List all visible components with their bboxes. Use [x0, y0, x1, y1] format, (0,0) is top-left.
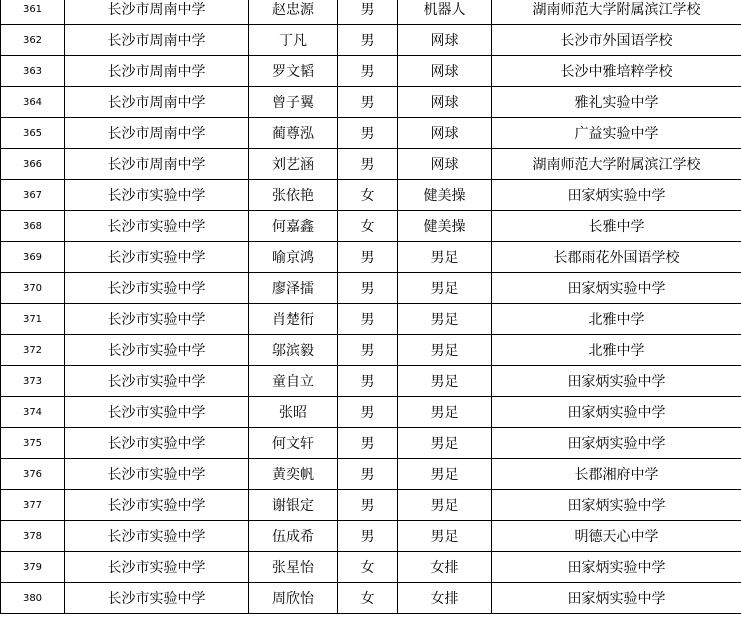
- target-school: 长雅中学: [492, 211, 741, 242]
- student-gender: 男: [338, 25, 398, 56]
- student-name: 邬滨毅: [249, 335, 338, 366]
- origin-school: 长沙市周南中学: [65, 0, 249, 25]
- row-number: 371: [1, 304, 65, 335]
- origin-school: 长沙市实验中学: [65, 459, 249, 490]
- target-school: 长沙中雅培粹学校: [492, 56, 741, 87]
- student-name: 丁凡: [249, 25, 338, 56]
- origin-school: 长沙市实验中学: [65, 242, 249, 273]
- target-school: 湖南师范大学附属滨江学校: [492, 0, 741, 25]
- row-number: 364: [1, 87, 65, 118]
- student-name: 黄奕帆: [249, 459, 338, 490]
- student-gender: 男: [338, 87, 398, 118]
- sport-specialty: 男足: [398, 335, 492, 366]
- student-gender: 女: [338, 583, 398, 614]
- table-row: [1, 397, 741, 428]
- table-row: [1, 428, 741, 459]
- row-number: 374: [1, 397, 65, 428]
- origin-school: 长沙市实验中学: [65, 273, 249, 304]
- target-school: 田家炳实验中学: [492, 428, 741, 459]
- target-school: 湖南师范大学附属滨江学校: [492, 149, 741, 180]
- sport-specialty: 男足: [398, 273, 492, 304]
- target-school: 田家炳实验中学: [492, 490, 741, 521]
- sport-specialty: 网球: [398, 56, 492, 87]
- sport-specialty: 男足: [398, 459, 492, 490]
- sport-specialty: 男足: [398, 242, 492, 273]
- target-school: 雅礼实验中学: [492, 87, 741, 118]
- target-school: 北雅中学: [492, 304, 741, 335]
- sport-specialty: 男足: [398, 366, 492, 397]
- origin-school: 长沙市实验中学: [65, 335, 249, 366]
- sport-specialty: 男足: [398, 428, 492, 459]
- row-number: 377: [1, 490, 65, 521]
- table-row: [1, 521, 741, 552]
- target-school: 长郡湘府中学: [492, 459, 741, 490]
- origin-school: 长沙市周南中学: [65, 25, 249, 56]
- student-gender: 女: [338, 552, 398, 583]
- student-name: 何嘉鑫: [249, 211, 338, 242]
- row-number: 370: [1, 273, 65, 304]
- sport-specialty: 男足: [398, 397, 492, 428]
- row-number: 372: [1, 335, 65, 366]
- origin-school: 长沙市实验中学: [65, 180, 249, 211]
- student-name: 周欣怡: [249, 583, 338, 614]
- student-gender: 男: [338, 242, 398, 273]
- student-gender: 男: [338, 459, 398, 490]
- row-number: 367: [1, 180, 65, 211]
- student-gender: 女: [338, 211, 398, 242]
- row-number: 366: [1, 149, 65, 180]
- table-row: [1, 180, 741, 211]
- table-row: [1, 25, 741, 56]
- table-row: [1, 304, 741, 335]
- student-name: 蔺尊泓: [249, 118, 338, 149]
- table-row: [1, 242, 741, 273]
- origin-school: 长沙市实验中学: [65, 304, 249, 335]
- origin-school: 长沙市实验中学: [65, 366, 249, 397]
- origin-school: 长沙市实验中学: [65, 521, 249, 552]
- student-name: 曾子翼: [249, 87, 338, 118]
- table-row: [1, 335, 741, 366]
- row-number: 375: [1, 428, 65, 459]
- target-school: 明德天心中学: [492, 521, 741, 552]
- target-school: 长沙市外国语学校: [492, 25, 741, 56]
- row-number: 368: [1, 211, 65, 242]
- target-school: 田家炳实验中学: [492, 583, 741, 614]
- sport-specialty: 机器人: [398, 0, 492, 25]
- table-row: [1, 273, 741, 304]
- student-name: 谢银定: [249, 490, 338, 521]
- target-school: 田家炳实验中学: [492, 273, 741, 304]
- row-number: 378: [1, 521, 65, 552]
- student-gender: 男: [338, 118, 398, 149]
- row-number: 361: [1, 0, 65, 25]
- target-school: 田家炳实验中学: [492, 180, 741, 211]
- table-row: [1, 459, 741, 490]
- sport-specialty: 男足: [398, 490, 492, 521]
- student-name: 罗文韬: [249, 56, 338, 87]
- student-gender: 男: [338, 56, 398, 87]
- student-name: 张昭: [249, 397, 338, 428]
- sport-specialty: 女排: [398, 583, 492, 614]
- table-row: [1, 583, 741, 614]
- target-school: 田家炳实验中学: [492, 397, 741, 428]
- origin-school: 长沙市实验中学: [65, 211, 249, 242]
- student-gender: 男: [338, 397, 398, 428]
- student-gender: 女: [338, 180, 398, 211]
- row-number: 379: [1, 552, 65, 583]
- student-name: 何文轩: [249, 428, 338, 459]
- origin-school: 长沙市实验中学: [65, 397, 249, 428]
- sport-specialty: 网球: [398, 118, 492, 149]
- table-row: [1, 149, 741, 180]
- origin-school: 长沙市周南中学: [65, 87, 249, 118]
- sport-specialty: 健美操: [398, 180, 492, 211]
- student-gender: 男: [338, 335, 398, 366]
- sport-specialty: 网球: [398, 87, 492, 118]
- target-school: 田家炳实验中学: [492, 552, 741, 583]
- table-row: [1, 211, 741, 242]
- row-number: 376: [1, 459, 65, 490]
- student-gender: 男: [338, 0, 398, 25]
- origin-school: 长沙市实验中学: [65, 490, 249, 521]
- table-row: [1, 490, 741, 521]
- student-gender: 男: [338, 428, 398, 459]
- student-name: 童自立: [249, 366, 338, 397]
- sport-specialty: 健美操: [398, 211, 492, 242]
- row-number: 365: [1, 118, 65, 149]
- target-school: 长郡雨花外国语学校: [492, 242, 741, 273]
- target-school: 广益实验中学: [492, 118, 741, 149]
- target-school: 北雅中学: [492, 335, 741, 366]
- table-row: [1, 118, 741, 149]
- student-gender: 男: [338, 521, 398, 552]
- table-row: [1, 366, 741, 397]
- student-name: 张依艳: [249, 180, 338, 211]
- sport-specialty: 女排: [398, 552, 492, 583]
- table-row: [1, 87, 741, 118]
- table-row: [1, 552, 741, 583]
- student-name: 伍成希: [249, 521, 338, 552]
- row-number: 369: [1, 242, 65, 273]
- row-number: 380: [1, 583, 65, 614]
- origin-school: 长沙市周南中学: [65, 56, 249, 87]
- table-row: [1, 56, 741, 87]
- student-name: 刘艺涵: [249, 149, 338, 180]
- student-gender: 男: [338, 273, 398, 304]
- student-name: 张星怡: [249, 552, 338, 583]
- student-gender: 男: [338, 490, 398, 521]
- table-row: [1, 0, 741, 25]
- row-number: 362: [1, 25, 65, 56]
- origin-school: 长沙市周南中学: [65, 149, 249, 180]
- student-name: 廖泽擂: [249, 273, 338, 304]
- origin-school: 长沙市实验中学: [65, 428, 249, 459]
- row-number: 373: [1, 366, 65, 397]
- sport-specialty: 网球: [398, 25, 492, 56]
- origin-school: 长沙市实验中学: [65, 552, 249, 583]
- student-gender: 男: [338, 304, 398, 335]
- sport-specialty: 男足: [398, 304, 492, 335]
- student-gender: 男: [338, 366, 398, 397]
- student-name: 赵忠源: [249, 0, 338, 25]
- student-name: 喻京鸿: [249, 242, 338, 273]
- origin-school: 长沙市实验中学: [65, 583, 249, 614]
- student-gender: 男: [338, 149, 398, 180]
- student-name: 肖楚衎: [249, 304, 338, 335]
- target-school: 田家炳实验中学: [492, 366, 741, 397]
- sport-specialty: 网球: [398, 149, 492, 180]
- sport-specialty: 男足: [398, 521, 492, 552]
- origin-school: 长沙市周南中学: [65, 118, 249, 149]
- row-number: 363: [1, 56, 65, 87]
